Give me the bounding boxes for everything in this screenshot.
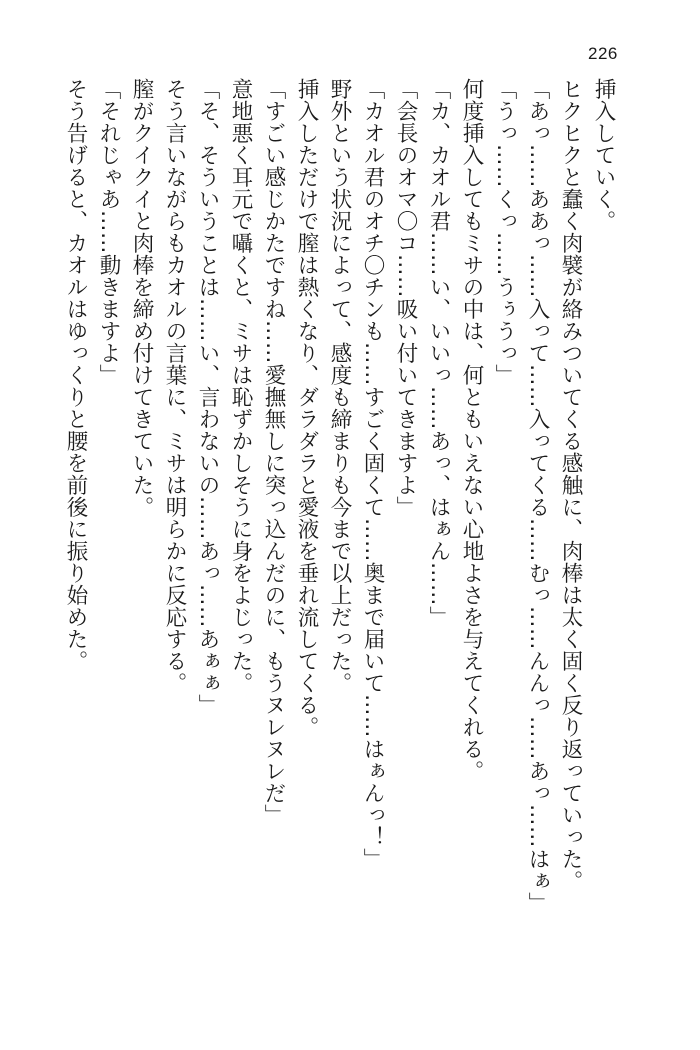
text-line: 「うっ……くっ……うぅうっ」 bbox=[492, 78, 517, 386]
text-line: そう告げると、カオルはゆっくりと腰を前後に振り始めた。 bbox=[63, 78, 88, 672]
text-line: ヒクヒクと蠢く肉襞が絡みついてくる感触に、肉棒は太く固く反り返っていった。 bbox=[558, 78, 583, 892]
text-line: 野外という状況によって、感度も締まりも今まで以上だった。 bbox=[327, 78, 352, 694]
body-text bbox=[60, 78, 620, 998]
text-line: 「会長のオマ〇コ……吸い付いてきますよ」 bbox=[393, 78, 418, 518]
text-line: 「カ、カオル君……い、いいっ……あっ、はぁん……」 bbox=[426, 78, 451, 628]
text-line: 「あっ……ああっ……入って……入ってくる……むっ……んんっ……あっ……はぁ」 bbox=[525, 78, 550, 914]
text-line: 意地悪く耳元で囁くと、ミサは恥ずかしそうに身をよじった。 bbox=[228, 78, 253, 694]
text-line: 「すごい感じかたですね……愛撫無しに突っ込んだのに、もうヌレヌレだ」 bbox=[261, 78, 286, 826]
text-line: そう言いながらもカオルの言葉に、ミサは明らかに反応する。 bbox=[162, 78, 187, 694]
text-line: 挿入しただけで膣は熱くなり、ダラダラと愛液を垂れ流してくる。 bbox=[294, 78, 319, 738]
text-line: 膣がクイクイと肉棒を締め付けてきていた。 bbox=[129, 78, 154, 518]
text-line: 「それじゃあ……動きますよ」 bbox=[96, 78, 121, 386]
text-line: 挿入していく。 bbox=[591, 78, 616, 232]
page-number: 226 bbox=[588, 44, 618, 63]
text-line: 「そ、そういうことは……い、言わないの……あっ……あぁぁ」 bbox=[195, 78, 220, 716]
text-line: 何度挿入してもミサの中は、何ともいえない心地よさを与えてくれる。 bbox=[459, 78, 484, 782]
text-line: 「カオル君のオチ〇チンも……すごく固くて……奥まで届いて……はぁんっ！」 bbox=[360, 78, 385, 870]
